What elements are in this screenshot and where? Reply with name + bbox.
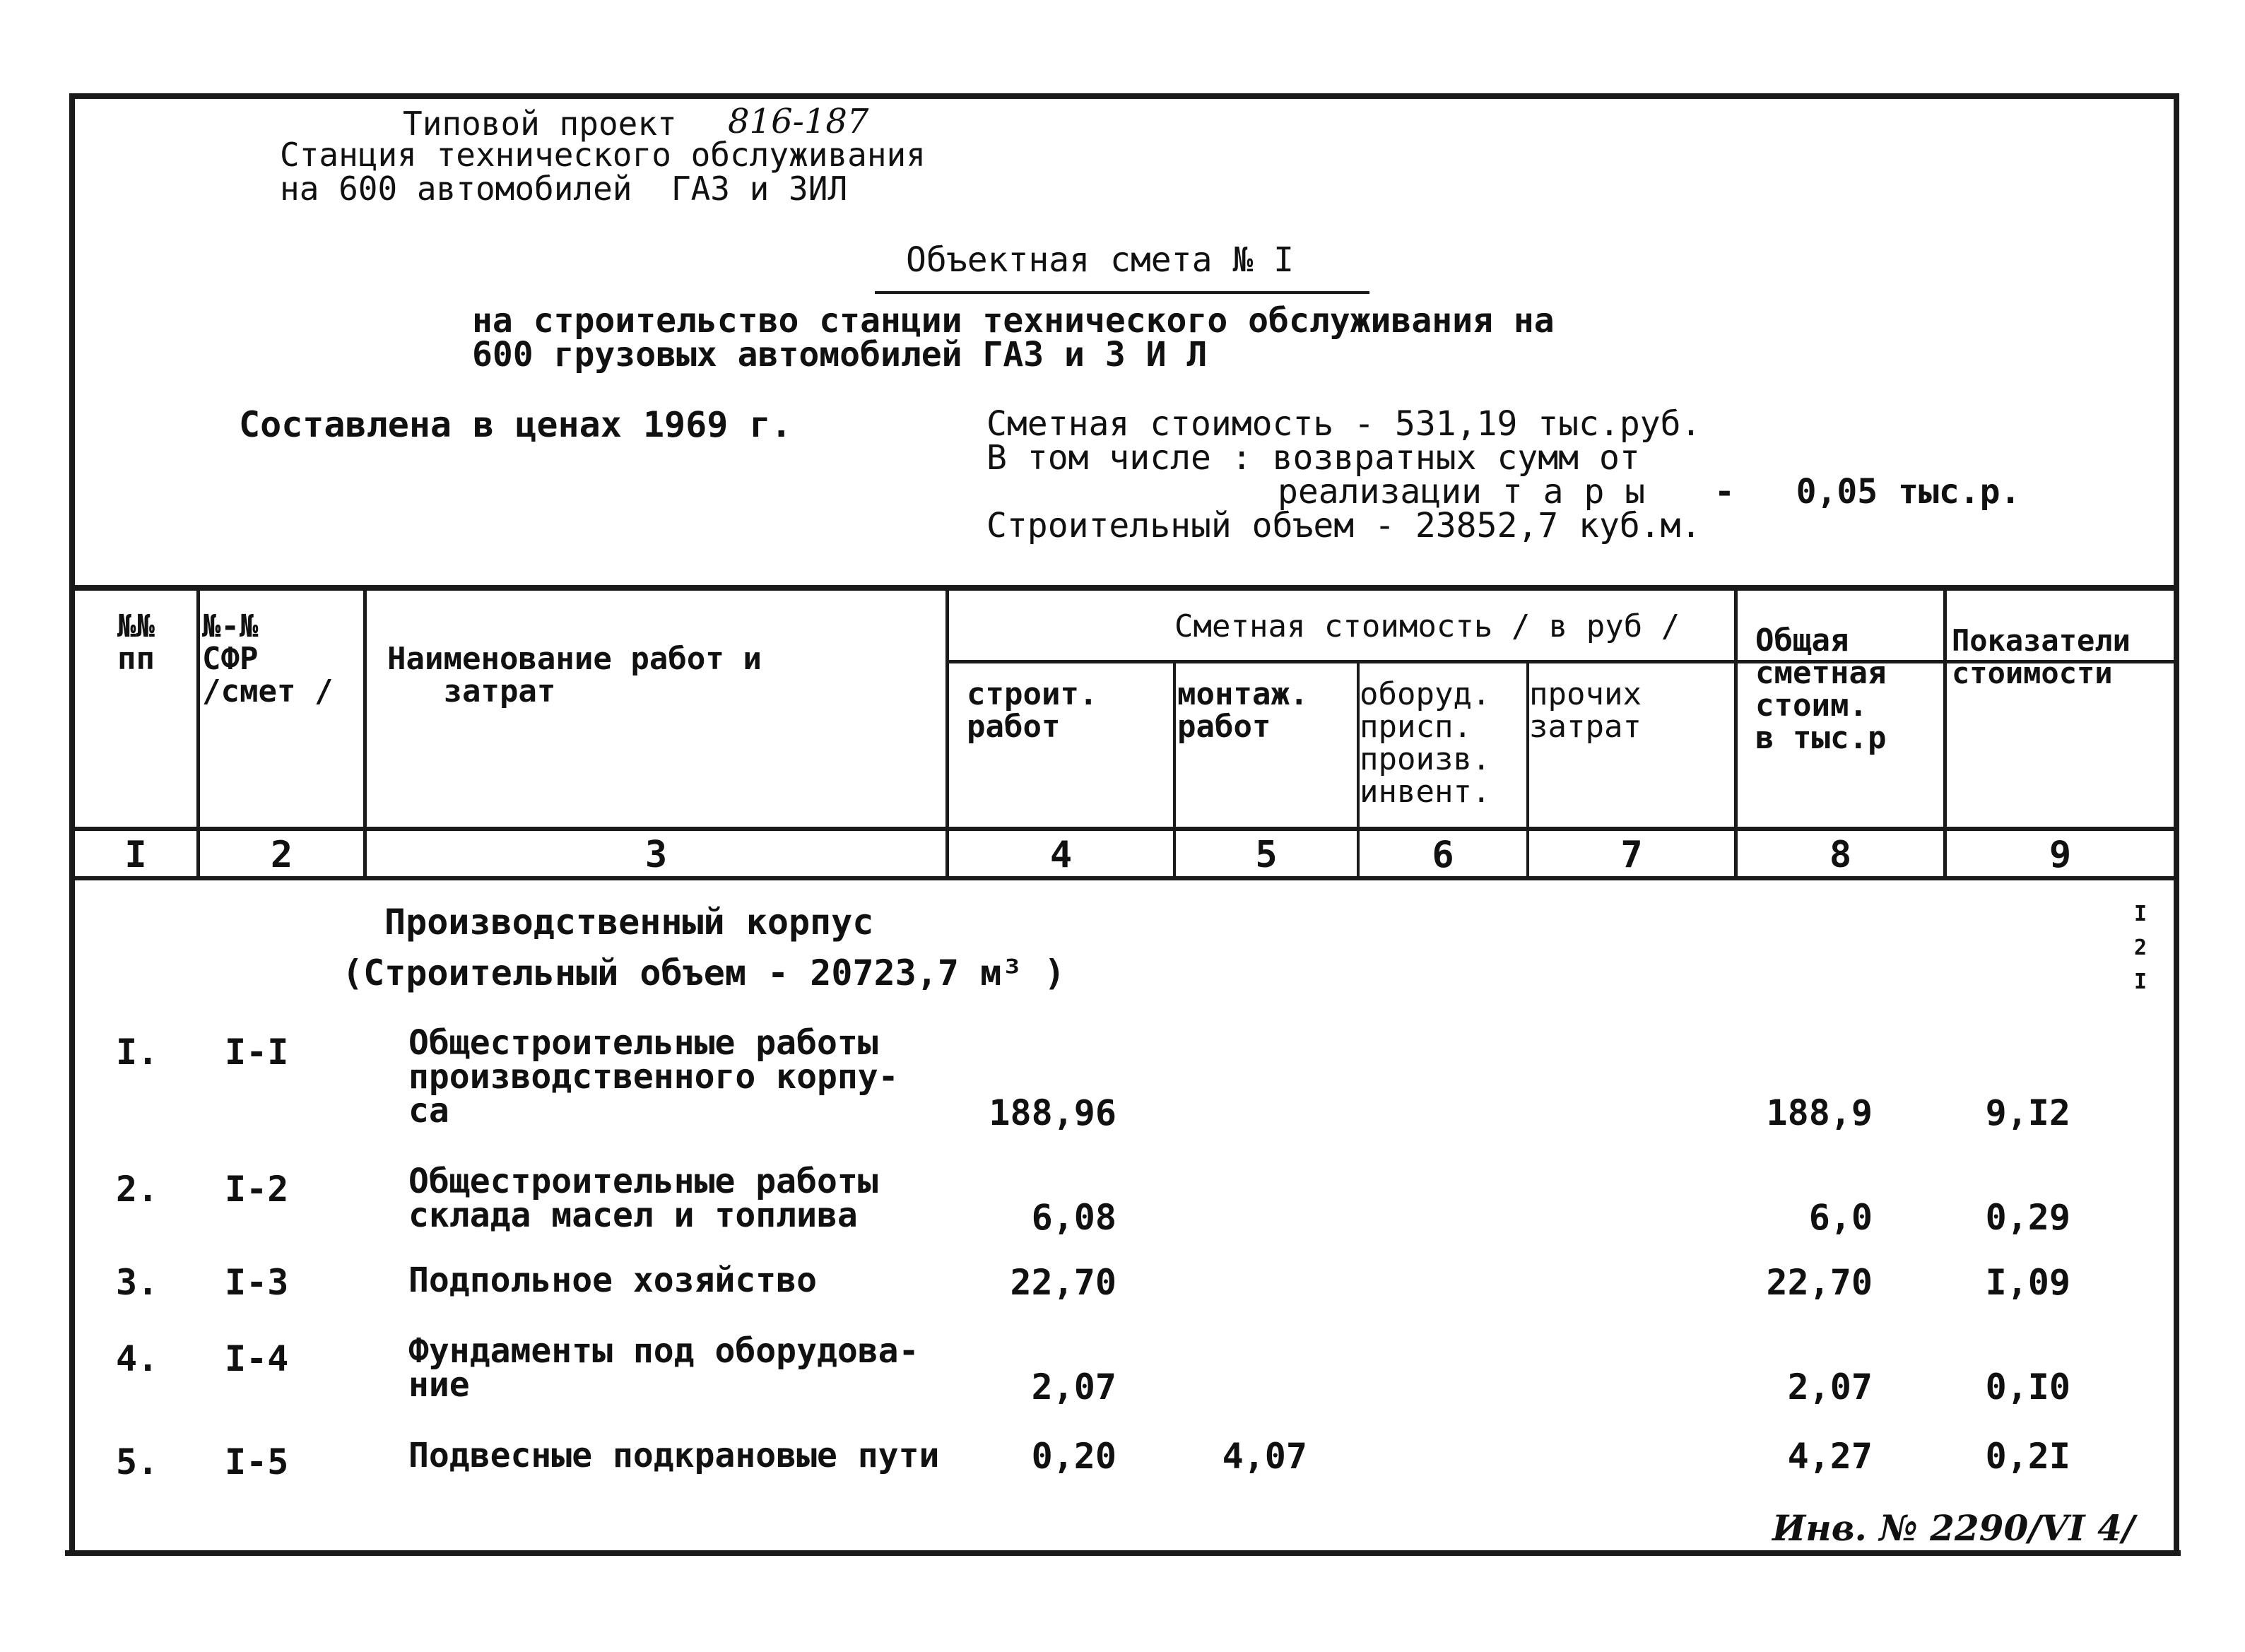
numbers-top-line	[75, 827, 2174, 831]
volume-line: Строительный объем - 23852,7 куб.м.	[986, 506, 1702, 545]
margin-mark: I 2 I	[2134, 902, 2147, 994]
row2-no: 2.	[116, 1169, 159, 1210]
row1-name: Общестроительные работы производственного корпу- са	[408, 1023, 899, 1131]
row4-no: 4.	[116, 1338, 159, 1379]
project-number: 816-187	[728, 102, 869, 141]
table-top-line	[75, 585, 2174, 591]
row1-ref: I-I	[225, 1032, 289, 1073]
col-header-build: строит. работ	[967, 676, 1098, 745]
col-header-equip: оборуд. присп. произв. инвент.	[1360, 676, 1491, 810]
row2-name: Общестроительные работы склада масел и топлива	[408, 1162, 878, 1235]
project-label: Типовой проект	[403, 105, 677, 143]
return-line: реализации т а р ы	[1278, 472, 1646, 512]
row3-no: 3.	[116, 1262, 159, 1303]
prices-note: Составлена в ценах 1969 г.	[239, 404, 792, 445]
row3-ref: I-3	[225, 1262, 289, 1303]
project-title-line2: на 600 автомобилей ГАЗ и ЗИЛ	[280, 170, 848, 208]
col-header-name: Наименование работ и затрат	[387, 641, 762, 709]
row4-indicator: 0,I0	[1985, 1367, 2070, 1408]
row2-ref: I-2	[225, 1169, 289, 1210]
col-header-ref: №-№ СФР /смет /	[202, 608, 334, 709]
col-header-cost-group: Сметная стоимость / в руб /	[1174, 608, 1680, 644]
col-header-total: Общая сметная стоим. в тыс.р	[1755, 623, 1887, 756]
row3-name: Подпольное хозяйство	[408, 1261, 817, 1300]
row5-total: 4,27	[1787, 1436, 1873, 1477]
project-title-line1: Станция технического обслуживания	[280, 136, 926, 174]
frame-left-border	[69, 93, 75, 1556]
subject-line1: на строительство станции технического обслуживания на	[472, 301, 1555, 341]
col-header-indicator: Показатели стоимости	[1952, 623, 2131, 690]
inventory-stamp: Инв. № 2290/VI 4/	[1772, 1507, 2135, 1549]
col-number-8: 8	[1829, 834, 1852, 876]
row1-build: 188,96	[989, 1092, 1116, 1133]
row5-mount: 4,07	[1222, 1436, 1307, 1477]
col-number-7: 7	[1620, 834, 1643, 876]
frame-bottom-border	[65, 1550, 2181, 1556]
row5-ref: I-5	[225, 1441, 289, 1482]
estimate-title-underline	[875, 291, 1369, 294]
col-number-4: 4	[1049, 834, 1073, 876]
col-header-no: №№ пп	[117, 608, 155, 677]
col-number-6: 6	[1432, 834, 1454, 876]
row2-indicator: 0,29	[1985, 1197, 2070, 1238]
section-title: Производственный корпус	[384, 902, 874, 943]
frame-right-border	[2174, 93, 2179, 1556]
frame-top-border	[69, 93, 2179, 99]
incl-line: В том числе : возвратных сумм от	[986, 438, 1640, 478]
row4-build: 2,07	[1031, 1367, 1116, 1408]
col-header-mount: монтаж. работ	[1177, 676, 1309, 745]
row2-build: 6,08	[1031, 1197, 1116, 1238]
col-header-other: прочих затрат	[1529, 676, 1642, 745]
numbers-bottom-line	[75, 876, 2174, 880]
row5-no: 5.	[116, 1441, 159, 1482]
estimate-title: Объектная смета № I	[906, 240, 1295, 280]
cost-line: Сметная стоимость - 531,19 тыс.руб.	[986, 404, 1702, 444]
row3-indicator: I,09	[1985, 1262, 2070, 1303]
return-value: - 0,05 тыс.р.	[1714, 472, 2021, 512]
row1-no: I.	[116, 1032, 159, 1073]
section-subtitle: (Строительный объем - 20723,7 м³ )	[342, 952, 1066, 993]
row3-build: 22,70	[1010, 1262, 1116, 1303]
col-number-2: 2	[270, 834, 293, 876]
row1-total: 188,9	[1766, 1092, 1873, 1133]
row4-total: 2,07	[1787, 1367, 1873, 1408]
row5-name: Подвесные подкрановые пути	[408, 1436, 940, 1475]
row3-total: 22,70	[1766, 1262, 1873, 1303]
col-number-9: 9	[2049, 834, 2072, 876]
col-number-5: 5	[1255, 834, 1278, 876]
row5-build: 0,20	[1031, 1436, 1116, 1477]
row1-indicator: 9,I2	[1985, 1092, 2070, 1133]
row4-name: Фундаменты под оборудова- ние	[408, 1331, 919, 1405]
subject-line2: 600 грузовых автомобилей ГАЗ и З И Л	[472, 335, 1208, 374]
col-number-3: 3	[644, 834, 668, 876]
row2-total: 6,0	[1808, 1197, 1873, 1238]
row4-ref: I-4	[225, 1338, 289, 1379]
col-number-1: I	[124, 834, 147, 876]
row5-indicator: 0,2I	[1985, 1436, 2070, 1477]
